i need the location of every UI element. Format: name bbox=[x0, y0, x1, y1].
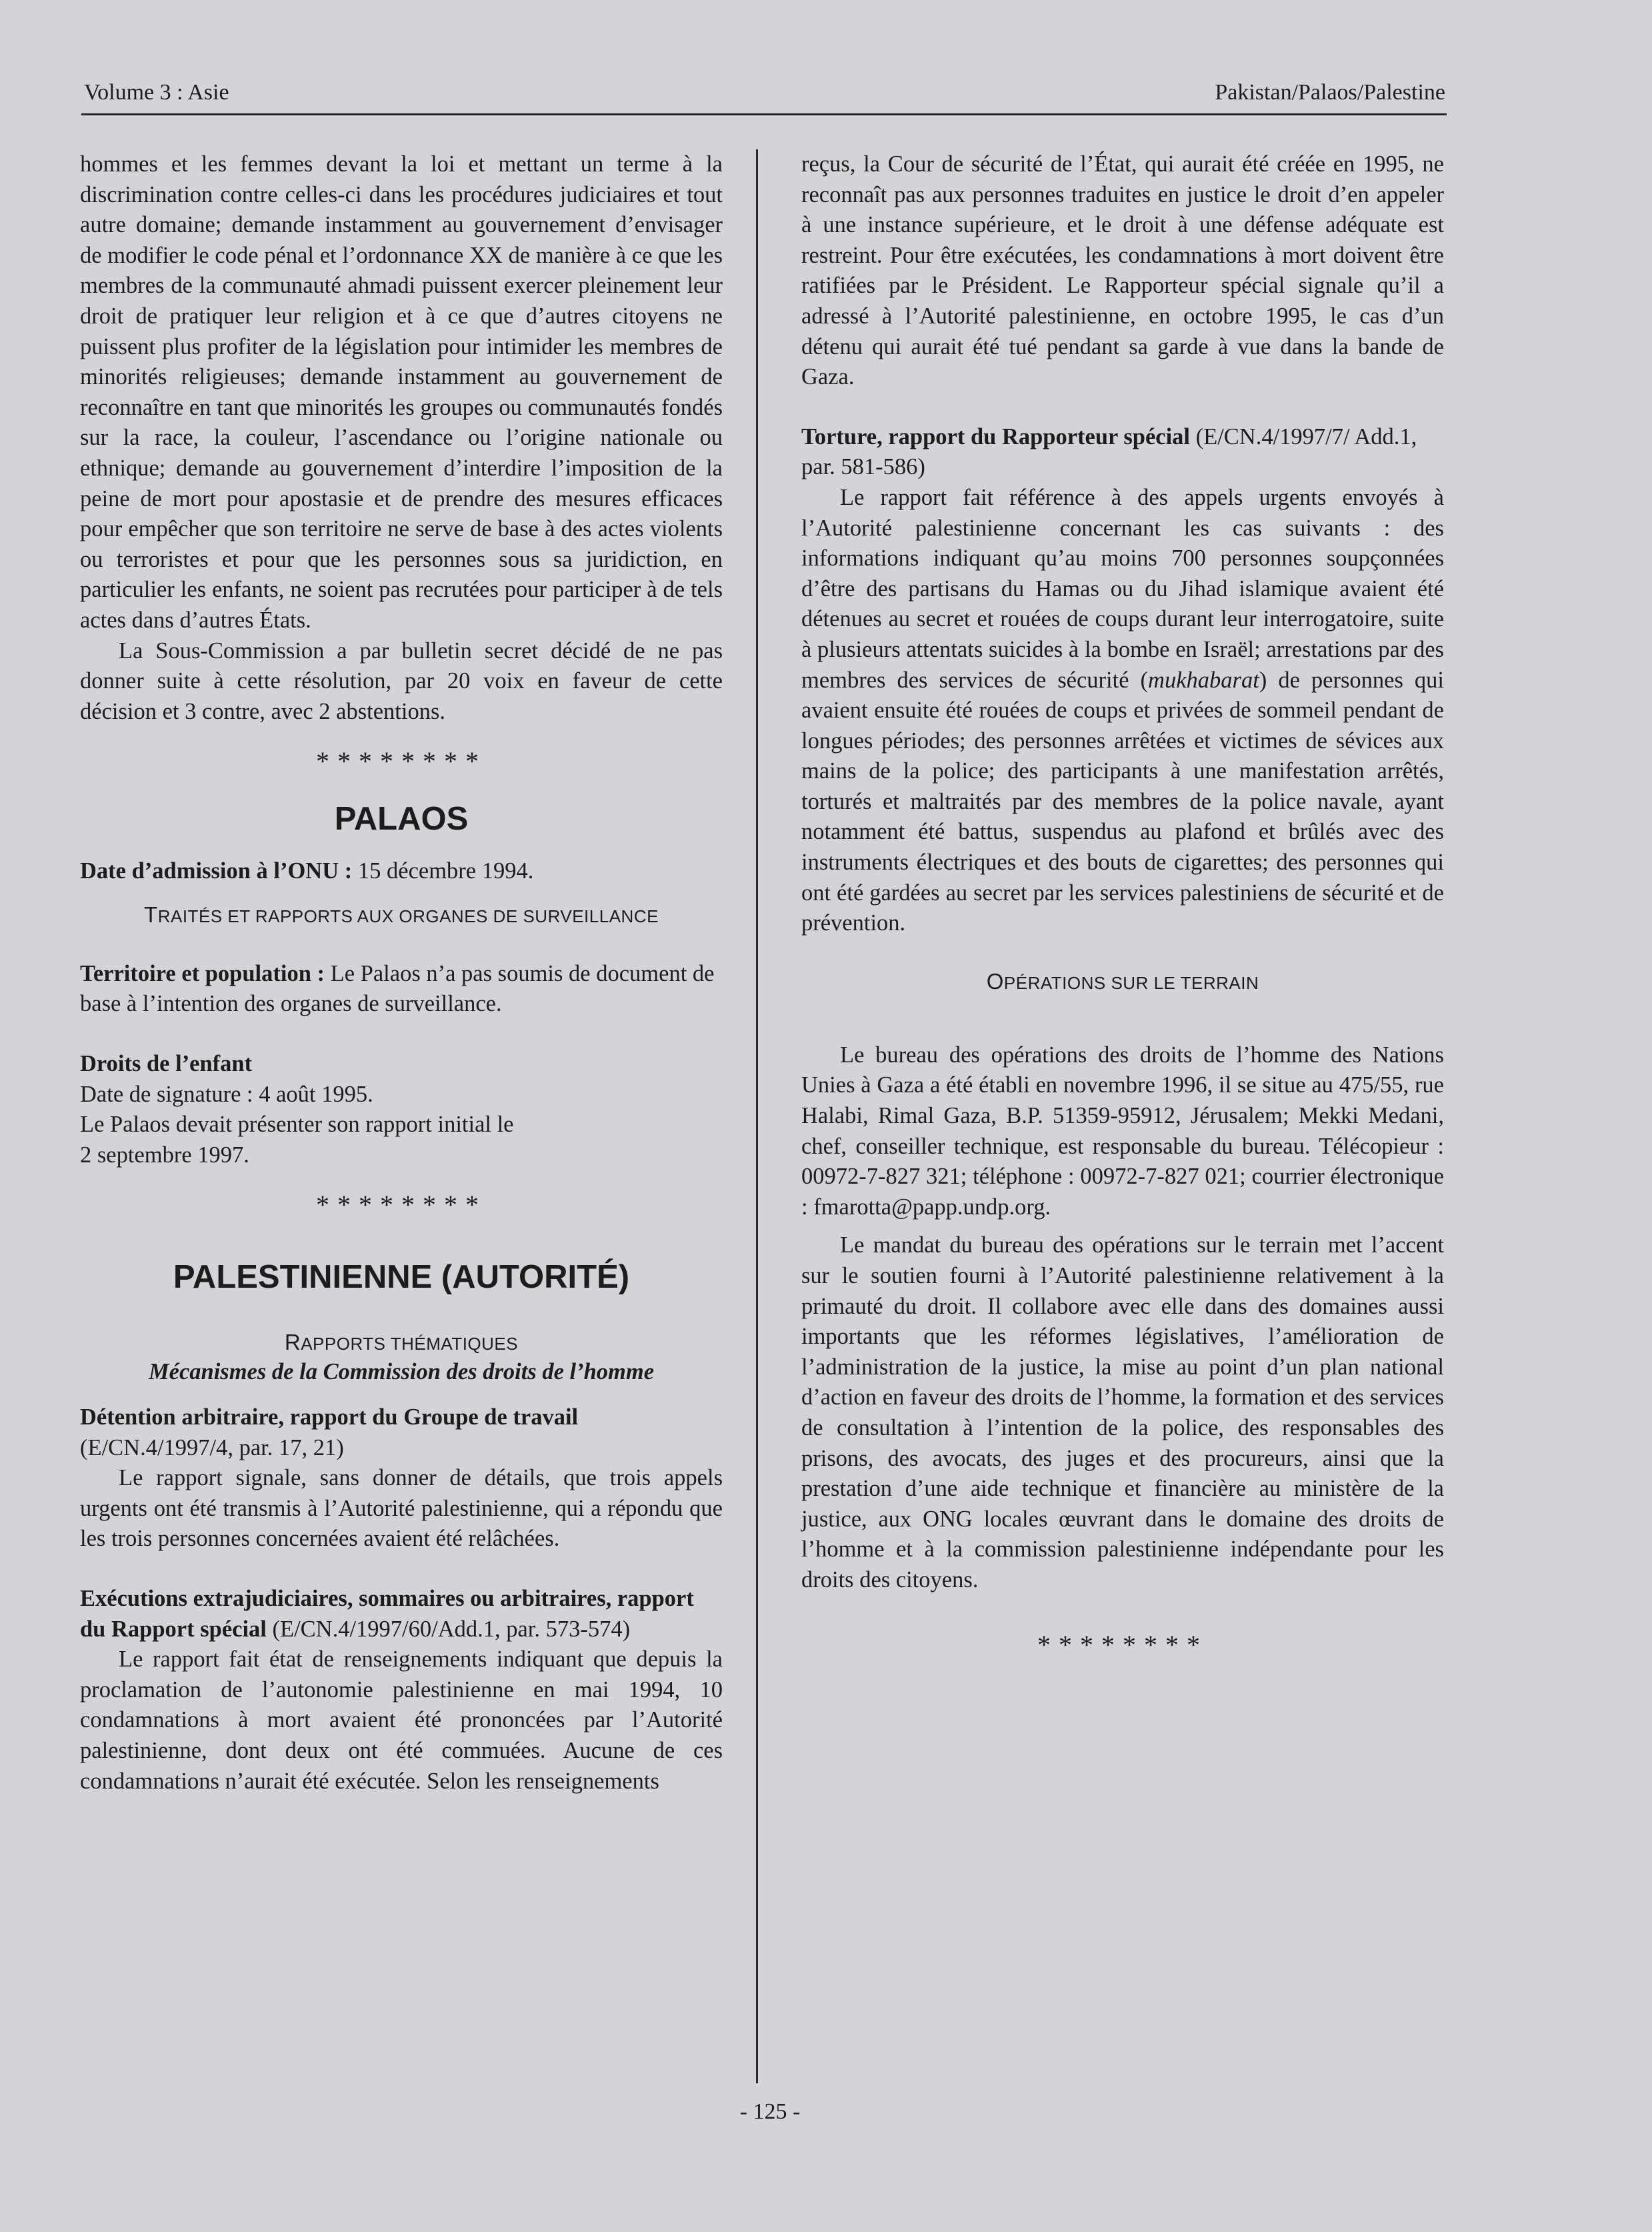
running-header-volume: Volume 3 : Asie bbox=[84, 80, 229, 105]
report-due-date-line: 2 septembre 1997. bbox=[80, 1142, 249, 1168]
page-number: - 125 - bbox=[739, 2099, 801, 2124]
admission-date-label: Date d’admission à l’ONU : bbox=[80, 858, 353, 884]
territoire-population-paragraph bbox=[80, 959, 723, 1020]
header-rule bbox=[81, 113, 1447, 115]
droits-enfant-heading: Droits de l’enfant bbox=[80, 1051, 253, 1077]
torture-heading: Torture, rapport du Rapporteur spécial bbox=[801, 423, 1191, 449]
torture-paragraph: Le rapport fait référence à des appels urgents envoyés à l’Autorité palestinienne concernant les cas suivants : des informations indiquant qu’au moins 700 personnes soupçonnées d’être des partisans du Hamas ou du Jihad islamique avaient été détenues au secret et rouées de coups durant leur interrogatoire, suite à plusieurs attentats suicides à la bombe en Israël; arrestations par des membres des services de sécurité (mukhabarat) de personnes qui avaient ensuite été rouées de coups et privées de sommeil pendant de longues périodes; des personnes arrêtées et victimes de sévices aux mains de la police; des participants à une manifestation arrêtés, torturés et maltraités par des membres de la police navale, ayant notamment été battus, suspendus au plafond et brûlés avec des instruments électriques et des bouts de cigarettes; des personnes qui ont été gardées au secret par les services palestiniens de sécurité et de prévention. bbox=[801, 484, 1444, 936]
torture-heading-line bbox=[801, 422, 1444, 483]
section-heading-treaties: TRAITÉS ET RAPPORTS AUX ORGANES DE SURVEILLANCE bbox=[144, 902, 659, 927]
executions-heading: Exécutions extrajudiciaires, sommaires ou arbitraires, rapport du Rapport spécial bbox=[80, 1586, 694, 1642]
admission-date-value: 15 décembre 1994. bbox=[352, 858, 534, 884]
running-header-countries: Pakistan/Palaos/Palestine bbox=[1215, 80, 1445, 105]
detention-paragraph: Le rapport signale, sans donner de détails, que trois appels urgents ont été transmis à l’Autorité palestinienne, qui a répondu que les trois personnes concernées avaient été relâchées. bbox=[80, 1465, 723, 1552]
torture-reference: (E/CN.4/1997/7/ Add.1, par. 581-586) bbox=[801, 423, 1417, 480]
left-column bbox=[80, 149, 723, 1797]
section-separator-stars: ******** bbox=[1037, 1629, 1208, 1660]
subcommission-decision-paragraph: La Sous-Commission a par bulletin secret décidé de ne pas donner suite à cette résolution, par 20 voix en faveur de cette décision et 3 contre, avec 2 abstentions. bbox=[80, 638, 723, 724]
section-separator-stars: ******** bbox=[316, 1190, 487, 1220]
subsection-mechanisms-heading: Mécanismes de la Commission des droits de l’homme bbox=[148, 1359, 655, 1385]
mukhabarat-term: mukhabarat bbox=[1148, 667, 1259, 693]
territoire-population-text: Le Palaos n’a pas soumis de document de base à l’intention des organes de surveillance. bbox=[80, 960, 715, 1017]
signature-date-line: Date de signature : 4 août 1995. bbox=[80, 1081, 373, 1107]
section-heading-field-operations: OPÉRATIONS SUR LE TERRAIN bbox=[986, 968, 1259, 994]
executions-paragraph-continuation: reçus, la Cour de sécurité de l’État, qui aurait été créée en 1995, ne reconnaît pas aux personnes traduites en justice le droit d’en appeler à une instance supérieure, et le droit à une défense adéquate est restreint. Pour être exécutées, les condamnations à mort doivent être ratifiées par le Président. Le Rapporteur spécial signale qu’il a adressé à l’Autorité palestinienne, en octobre 1995, le cas d’un détenu qui aurait été tué pendant sa garde à vue dans la bande de Gaza. bbox=[801, 151, 1444, 390]
field-office-mandate-paragraph: Le mandat du bureau des opérations sur le terrain met l’accent sur le soutien fourni à l’Autorité palestinienne relativement à la primauté du droit. Il collabore avec elle dans des domaines aussi importants que les réformes législatives, l’amélioration de l’administration de la justice, la mise au point d’un plan national d’action en faveur des droits de l’homme, la formation et des services de consultation à l’intention de la police, des responsables des prisons, des avocats, des juges et des procureurs, ainsi que la prestation d’une aide technique et financière au ministère de la justice, aux ONG locales œuvrant dans le domaine des droits de l’homme et à la commission palestinienne indépendante pour les droits des citoyens. bbox=[801, 1232, 1444, 1592]
executions-heading-line bbox=[80, 1584, 723, 1644]
executions-reference: (E/CN.4/1997/60/Add.1, par. 573-574) bbox=[266, 1616, 631, 1642]
section-heading-thematic-reports: RAPPORTS THÉMATIQUES bbox=[284, 1330, 519, 1355]
column-divider bbox=[756, 149, 758, 2083]
pakistan-resolution-continuation: hommes et les femmes devant la loi et mettant un terme à la discrimination contre celles-ci dans les procédures judiciaires et tout autre domaine; demande instamment au gouvernement d’envisager de modifier le code pénal et l’ordonnance XX de manière à ce que les membres de la communauté ahmadi puissent exercer pleinement leur droit de pratiquer leur religion et à ce que d’autres citoyens ne puissent plus profiter de la législation pour intimider les membres de minorités religieuses; demande instamment au gouvernement de reconnaître en tant que minorités les groupes ou communautés fondés sur la race, la couleur, l’ascendance ou l’origine nationale ou ethnique; demande au gouvernement d’interdire l’imposition de la peine de mort pour apostasie et de prendre des mesures efficaces pour empêcher que son territoire ne serve de base à des actes violents ou terroristes et pour que les personnes sous sa juridiction, en particulier les enfants, ne soient pas recrutées pour participer à de tels actes dans d’autres États. bbox=[80, 151, 723, 633]
territoire-population-label: Territoire et population : bbox=[80, 960, 325, 986]
admission-date-line bbox=[80, 856, 723, 887]
section-separator-stars: ******** bbox=[316, 746, 487, 777]
report-due-line: Le Palaos devait présenter son rapport initial le bbox=[80, 1112, 514, 1138]
field-office-paragraph: Le bureau des opérations des droits de l’homme des Nations Unies à Gaza a été établi en novembre 1996, il se situe au 475/55, rue Halabi, Rimal Gaza, B.P. 51359-95912, Jérusalem; Mekki Medani, chef, conseiller technique, est responsable du bureau. Télécopieur : 00972-7-827 321; téléphone : 00972-7-827 021; courrier électronique : fmarotta@papp.undp.org. bbox=[801, 1042, 1444, 1220]
detention-heading: Détention arbitraire, rapport du Groupe de travail bbox=[80, 1404, 579, 1430]
detention-reference: (E/CN.4/1997/4, par. 17, 21) bbox=[80, 1434, 344, 1460]
country-heading-palaos: PALAOS bbox=[334, 801, 469, 838]
executions-paragraph: Le rapport fait état de renseignements indiquant que depuis la proclamation de l’autonomie palestinienne en mai 1994, 10 condamnations à mort avaient été prononcées par l’Autorité palestinienne, dont deux ont été commuées. Aucune de ces condamnations n’aurait été exécutée. Selon les renseignements bbox=[80, 1646, 723, 1794]
right-column bbox=[801, 149, 1444, 1665]
country-heading-palestine: PALESTINIENNE (AUTORITÉ) bbox=[173, 1259, 630, 1296]
